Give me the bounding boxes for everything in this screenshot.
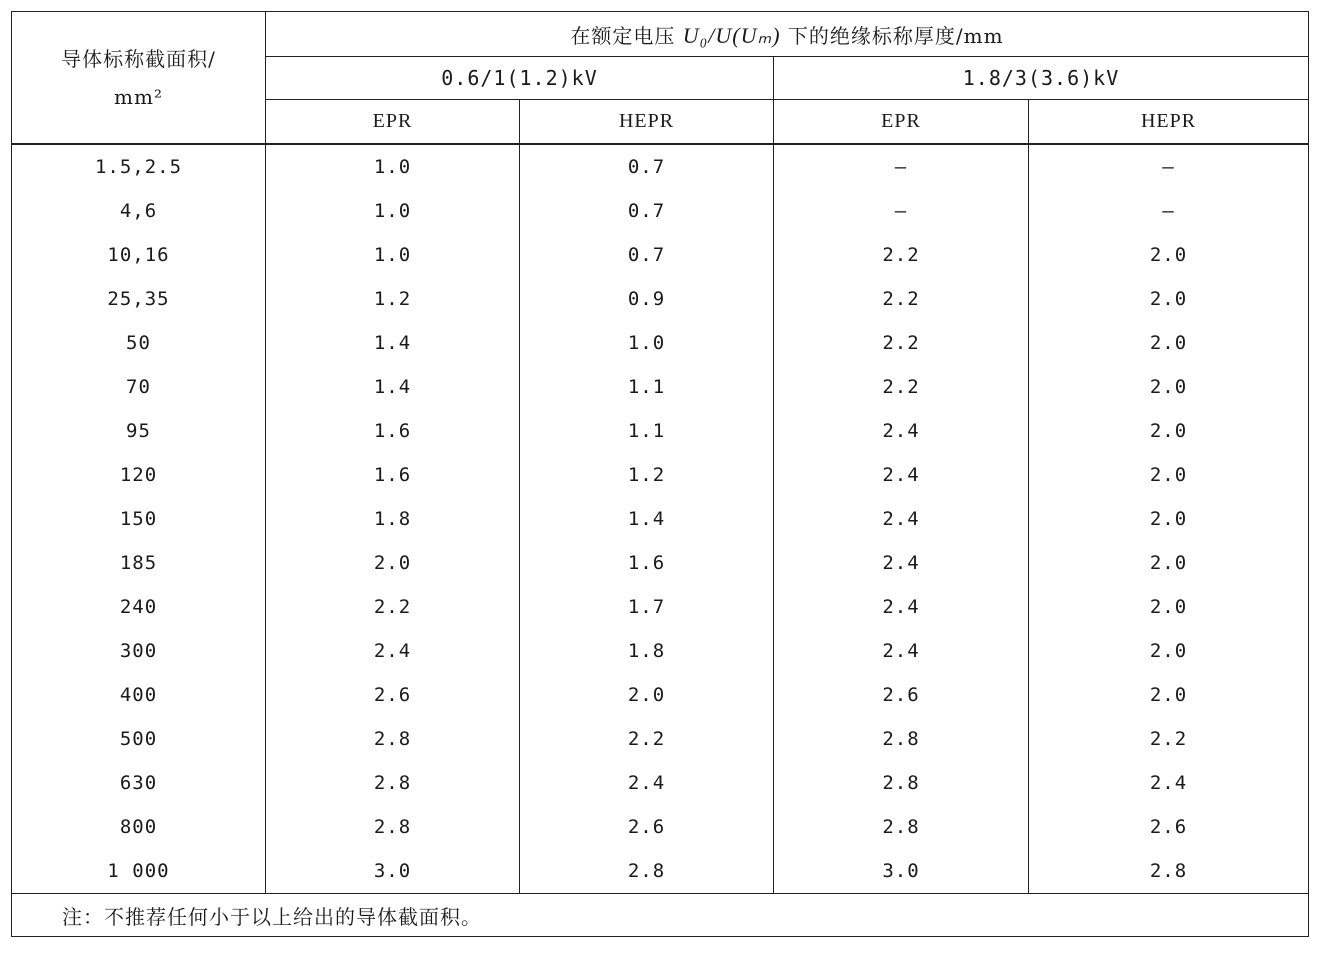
cell-lv-epr: 1.0	[266, 144, 520, 189]
cell-cross-section: 150	[12, 497, 266, 541]
cell-lv-epr: 2.8	[266, 805, 520, 849]
cell-mv-hepr: 2.0	[1029, 233, 1309, 277]
group-header-suffix: 下的绝缘标称厚度/mm	[787, 23, 1004, 48]
cell-lv-hepr: 1.1	[520, 409, 774, 453]
cell-mv-hepr: 2.0	[1029, 453, 1309, 497]
stub-header-line2: mm²	[114, 84, 163, 109]
cell-mv-epr: 2.8	[774, 717, 1029, 761]
table-body	[12, 144, 1309, 894]
cell-cross-section: 4,6	[12, 189, 266, 233]
cell-cross-section: 240	[12, 585, 266, 629]
cell-mv-hepr: 2.0	[1029, 629, 1309, 673]
stub-header	[12, 12, 266, 145]
material-header-epr-2: EPR	[774, 100, 1029, 145]
voltage-class-header-1: 0.6/1(1.2)kV	[266, 57, 774, 100]
cell-mv-epr: 2.2	[774, 233, 1029, 277]
cell-mv-hepr: 2.6	[1029, 805, 1309, 849]
cell-lv-hepr: 1.6	[520, 541, 774, 585]
cell-mv-epr: 2.8	[774, 805, 1029, 849]
cell-lv-epr: 2.2	[266, 585, 520, 629]
cell-mv-epr: 2.4	[774, 585, 1029, 629]
table-row	[12, 189, 1309, 233]
cell-lv-epr: 1.0	[266, 189, 520, 233]
voltage-class-header-2: 1.8/3(3.6)kV	[774, 57, 1309, 100]
cell-mv-epr: 2.4	[774, 453, 1029, 497]
cell-cross-section: 50	[12, 321, 266, 365]
cell-mv-hepr: 2.0	[1029, 497, 1309, 541]
cell-lv-hepr: 0.7	[520, 144, 774, 189]
cell-lv-hepr: 1.8	[520, 629, 774, 673]
table-row	[12, 233, 1309, 277]
cell-mv-hepr: 2.0	[1029, 409, 1309, 453]
cell-cross-section: 1 000	[12, 849, 266, 894]
cell-mv-epr: —	[774, 144, 1029, 189]
cell-cross-section: 800	[12, 805, 266, 849]
cell-mv-hepr: 2.0	[1029, 541, 1309, 585]
cell-lv-hepr: 2.0	[520, 673, 774, 717]
cell-lv-hepr: 1.2	[520, 453, 774, 497]
table-row	[12, 761, 1309, 805]
cell-lv-epr: 1.6	[266, 453, 520, 497]
cell-mv-hepr: 2.0	[1029, 277, 1309, 321]
cell-mv-hepr: 2.0	[1029, 585, 1309, 629]
cell-lv-epr: 2.8	[266, 717, 520, 761]
cell-mv-hepr: —	[1029, 189, 1309, 233]
cell-mv-epr: 2.6	[774, 673, 1029, 717]
cell-cross-section: 95	[12, 409, 266, 453]
cell-lv-epr: 1.8	[266, 497, 520, 541]
cell-cross-section: 185	[12, 541, 266, 585]
material-header-epr-1: EPR	[266, 100, 520, 145]
table-row	[12, 849, 1309, 894]
table-row	[12, 541, 1309, 585]
cell-mv-epr: 3.0	[774, 849, 1029, 894]
cell-mv-epr: 2.4	[774, 497, 1029, 541]
cell-mv-hepr: 2.0	[1029, 365, 1309, 409]
cell-lv-hepr: 2.2	[520, 717, 774, 761]
cell-lv-epr: 1.2	[266, 277, 520, 321]
table-row	[12, 321, 1309, 365]
table-row	[12, 805, 1309, 849]
cell-mv-epr: —	[774, 189, 1029, 233]
stub-header-line1: 导体标称截面积/	[61, 46, 216, 71]
cell-cross-section: 10,16	[12, 233, 266, 277]
table-row	[12, 673, 1309, 717]
cell-cross-section: 120	[12, 453, 266, 497]
group-header	[266, 12, 1309, 57]
cell-mv-hepr: 2.8	[1029, 849, 1309, 894]
group-header-prefix: 在额定电压	[570, 23, 676, 48]
cell-lv-hepr: 1.7	[520, 585, 774, 629]
cell-mv-hepr: 2.0	[1029, 673, 1309, 717]
cell-mv-hepr: 2.0	[1029, 321, 1309, 365]
table-row	[12, 409, 1309, 453]
cell-lv-epr: 2.8	[266, 761, 520, 805]
table-row	[12, 629, 1309, 673]
table-row	[12, 497, 1309, 541]
cell-lv-hepr: 1.1	[520, 365, 774, 409]
cell-lv-hepr: 2.6	[520, 805, 774, 849]
cell-lv-hepr: 0.7	[520, 233, 774, 277]
cell-mv-epr: 2.4	[774, 409, 1029, 453]
cell-mv-epr: 2.4	[774, 541, 1029, 585]
table-row	[12, 277, 1309, 321]
insulation-thickness-table	[11, 11, 1309, 937]
cell-lv-hepr: 2.4	[520, 761, 774, 805]
cell-lv-epr: 1.0	[266, 233, 520, 277]
group-header-voltage: U₀/U(Uₘ)	[682, 22, 781, 48]
cell-lv-epr: 2.6	[266, 673, 520, 717]
cell-mv-epr: 2.2	[774, 277, 1029, 321]
cell-lv-hepr: 2.8	[520, 849, 774, 894]
cell-lv-hepr: 0.7	[520, 189, 774, 233]
cell-lv-hepr: 1.4	[520, 497, 774, 541]
cell-mv-hepr: 2.2	[1029, 717, 1309, 761]
table-row	[12, 717, 1309, 761]
table-row	[12, 365, 1309, 409]
cell-lv-epr: 1.4	[266, 321, 520, 365]
cell-lv-epr: 1.6	[266, 409, 520, 453]
cell-mv-hepr: 2.4	[1029, 761, 1309, 805]
cell-cross-section: 400	[12, 673, 266, 717]
cell-cross-section: 1.5,2.5	[12, 144, 266, 189]
table-row	[12, 144, 1309, 189]
cell-mv-epr: 2.4	[774, 629, 1029, 673]
cell-mv-epr: 2.2	[774, 321, 1029, 365]
cell-lv-epr: 2.0	[266, 541, 520, 585]
document-page	[11, 11, 1308, 938]
cell-lv-hepr: 1.0	[520, 321, 774, 365]
table-row	[12, 453, 1309, 497]
table-note: 注：不推荐任何小于以上给出的导体截面积。	[12, 894, 1309, 937]
cell-lv-epr: 2.4	[266, 629, 520, 673]
material-header-hepr-1: HEPR	[520, 100, 774, 145]
cell-lv-hepr: 0.9	[520, 277, 774, 321]
cell-mv-hepr: —	[1029, 144, 1309, 189]
cell-cross-section: 500	[12, 717, 266, 761]
cell-cross-section: 25,35	[12, 277, 266, 321]
table-row	[12, 585, 1309, 629]
cell-lv-epr: 1.4	[266, 365, 520, 409]
material-header-hepr-2: HEPR	[1029, 100, 1309, 145]
cell-mv-epr: 2.8	[774, 761, 1029, 805]
cell-cross-section: 300	[12, 629, 266, 673]
cell-mv-epr: 2.2	[774, 365, 1029, 409]
cell-cross-section: 630	[12, 761, 266, 805]
cell-cross-section: 70	[12, 365, 266, 409]
cell-lv-epr: 3.0	[266, 849, 520, 894]
